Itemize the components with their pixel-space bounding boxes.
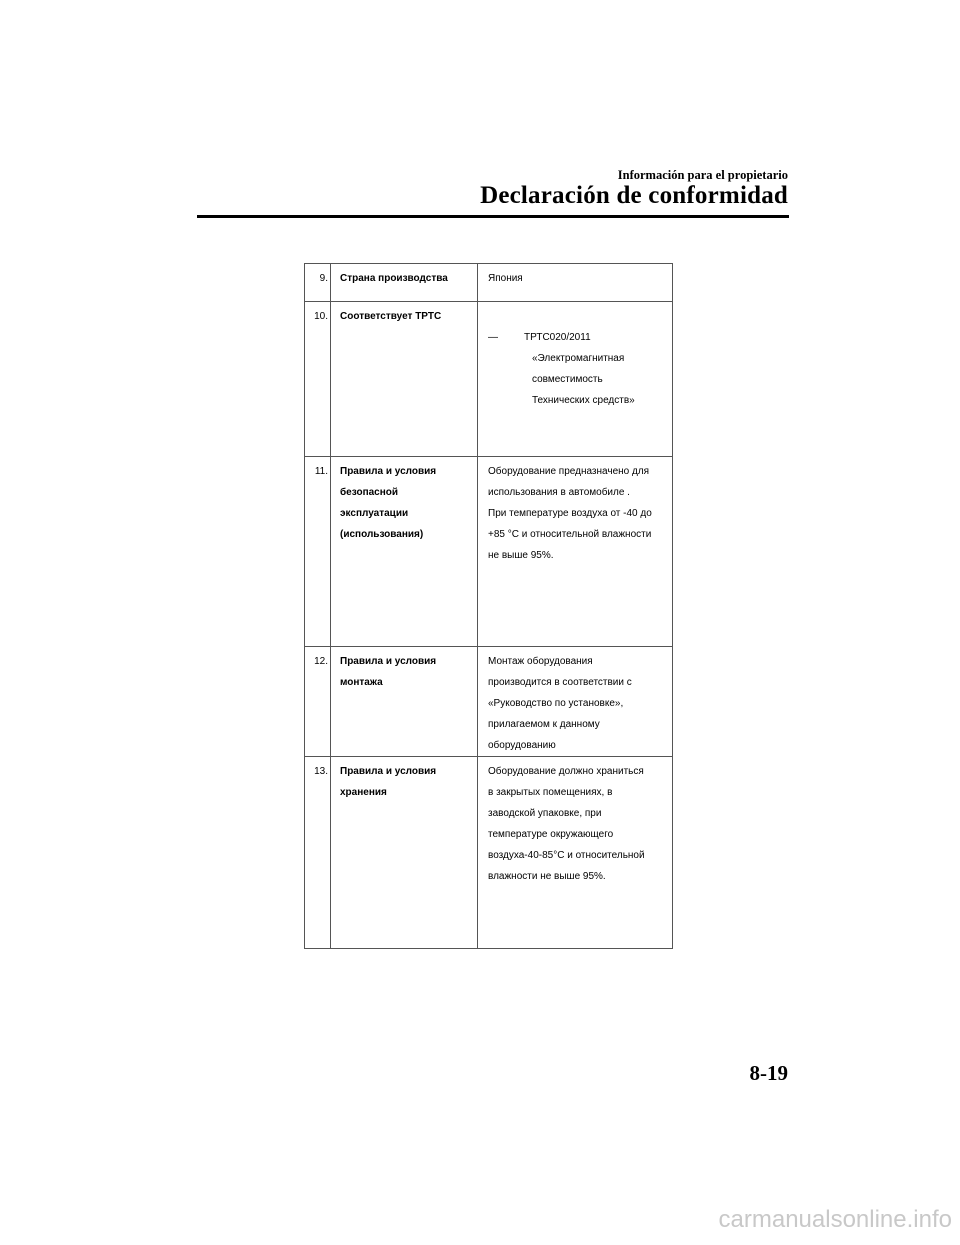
row-value: Япония (478, 264, 673, 302)
row-value: Оборудование предназначено для использования в автомобиле . При температуре воздуха от -40 до +85 °C и относительной влажности не выше 95%. (478, 457, 673, 647)
row-number: 9. (305, 264, 331, 302)
table-row (305, 264, 673, 302)
row-value (478, 302, 673, 457)
section-kicker: Información para el propietario (617, 168, 788, 182)
page-title: Declaración de conformidad (480, 182, 788, 209)
row-label: Правила и условия монтажа (331, 647, 478, 757)
table-row (305, 457, 673, 647)
row-label: Правила и условия безопасной эксплуатации (использования) (331, 457, 478, 647)
table-row (305, 757, 673, 949)
row-label: Правила и условия хранения (331, 757, 478, 949)
table-row (305, 302, 673, 457)
row-label: Соответствует ТРТС (331, 302, 478, 457)
row-number: 13. (305, 757, 331, 949)
header-divider (197, 215, 789, 218)
page-number: 8-19 (749, 1061, 788, 1085)
row-number: 12. (305, 647, 331, 757)
row-label: Страна производства (331, 264, 478, 302)
dash-mark: — (488, 332, 498, 343)
standard-title: «Электромагнитная совместимость Технических средств» (532, 353, 635, 406)
table-row (305, 647, 673, 757)
row-number: 10. (305, 302, 331, 457)
standard-code: ТРТС020/2011 (524, 332, 591, 343)
row-number: 11. (305, 457, 331, 647)
watermark-text: carmanualsonline.info (718, 1206, 952, 1233)
row-value: Оборудование должно храниться в закрытых помещениях, в заводской упаковке, при температуре окружающего воздуха-40-85°C и относительной влажности не выше 95%. (478, 757, 673, 949)
declaration-table (304, 263, 672, 949)
row-value: Монтаж оборудования производится в соответствии с «Руководство по установке», прилагаемом к данному оборудованию (478, 647, 673, 757)
